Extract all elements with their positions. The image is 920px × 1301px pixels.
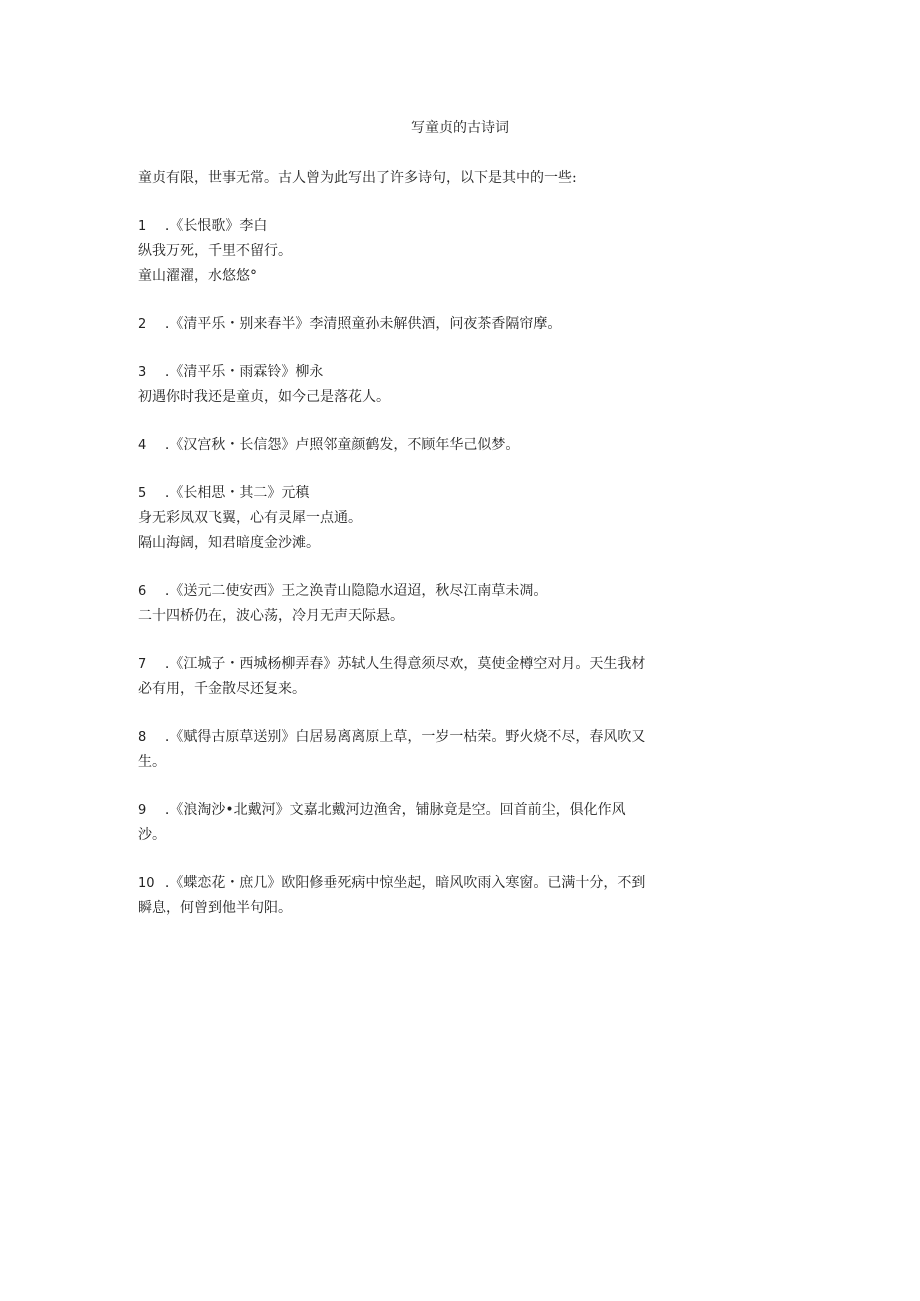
poem-verse-line: 身无彩凤双飞翼，心有灵犀一点通。 [138,510,362,526]
poem-entry-number: 7 [138,657,147,672]
poem-entry-title-text: .《长相思・其二》元稹 [164,485,310,501]
poem-entry-title-text: .《蝶恋花・庶几》欧阳修垂死病中惊坐起，暗风吹雨入寒窗。已满十分，不到瞬息，何曾到他半句阳。 [138,875,646,916]
poem-entry [138,433,653,458]
poem-entry-title-text: .《清平乐・雨霖铃》柳永 [164,364,324,380]
poem-entry-heading [138,214,653,239]
poem-entry-title-text: .《赋得古原草送别》白居易离离原上草，一岁一枯荣。野火烧不尽，春风吹又生。 [138,729,646,770]
poem-entry-number: 3 [138,365,147,380]
poem-entry [138,652,653,702]
page-title: 写童贞的古诗词 [411,120,509,136]
intro-paragraph: 童贞有限，世事无常。古人曾为此写出了许多诗句，以下是其中的一些: [138,170,577,186]
poem-list [138,214,653,944]
poem-entry-heading [138,481,653,506]
poem-entry-heading [138,312,653,337]
poem-verse-line: 隔山海阔，知君暗度金沙滩。 [138,535,320,551]
poem-entry-title-text: .《汉宫秋・长信怨》卢照邻童颜鹤发，不顾年华己似梦。 [164,437,520,453]
poem-entry-heading [138,798,653,848]
poem-verse-line: 童山濯濯，水悠悠° [138,268,257,284]
poem-entry-number: 4 [138,438,147,453]
poem-entry-number: 9 [138,803,147,818]
poem-entry-heading [138,579,653,604]
poem-verse-line: 二十四桥仍在，波心荡，冷月无声天际悬。 [138,608,404,624]
poem-verse-line: 纵我万死，千里不留行。 [138,243,292,259]
poem-entry-number: 1 [138,219,147,234]
poem-entry [138,579,653,629]
poem-entry-title-text: .《浪淘沙•北戴河》文嘉北戴河边渔舍，铺脉竟是空。回首前尘，俱化作风沙。 [138,802,626,843]
poem-entry-heading [138,433,653,458]
poem-entry [138,312,653,337]
poem-entry-heading [138,652,653,702]
poem-entry-number: 6 [138,584,147,599]
poem-entry-number: 8 [138,730,147,745]
poem-entry-title-text: .《江城子・西城杨柳弄春》苏轼人生得意须尽欢，莫使金樽空对月。天生我材必有用，千金散尽还复来。 [138,656,646,697]
poem-entry-title-text: .《送元二使安西》王之涣青山隐隐水迢迢，秋尽江南草未凋。 [164,583,548,599]
poem-entry-title-text: .《长恨歌》李白 [164,218,268,234]
poem-entry [138,360,653,410]
poem-entry-title-text: .《清平乐・别来春半》李清照童孙未解供酒，问夜茶香隔帘摩。 [164,316,562,332]
poem-verse-line: 初遇你时我还是童贞，如今己是落花人。 [138,389,390,405]
poem-entry [138,214,653,289]
poem-entry [138,798,653,848]
poem-entry [138,725,653,775]
poem-entry-heading [138,871,653,921]
poem-entry-number: 10 [138,876,155,891]
poem-entry [138,871,653,921]
poem-entry-heading [138,360,653,385]
poem-entry-number: 5 [138,486,147,501]
poem-entry-heading [138,725,653,775]
poem-entry-number: 2 [138,317,147,332]
poem-entry [138,481,653,556]
